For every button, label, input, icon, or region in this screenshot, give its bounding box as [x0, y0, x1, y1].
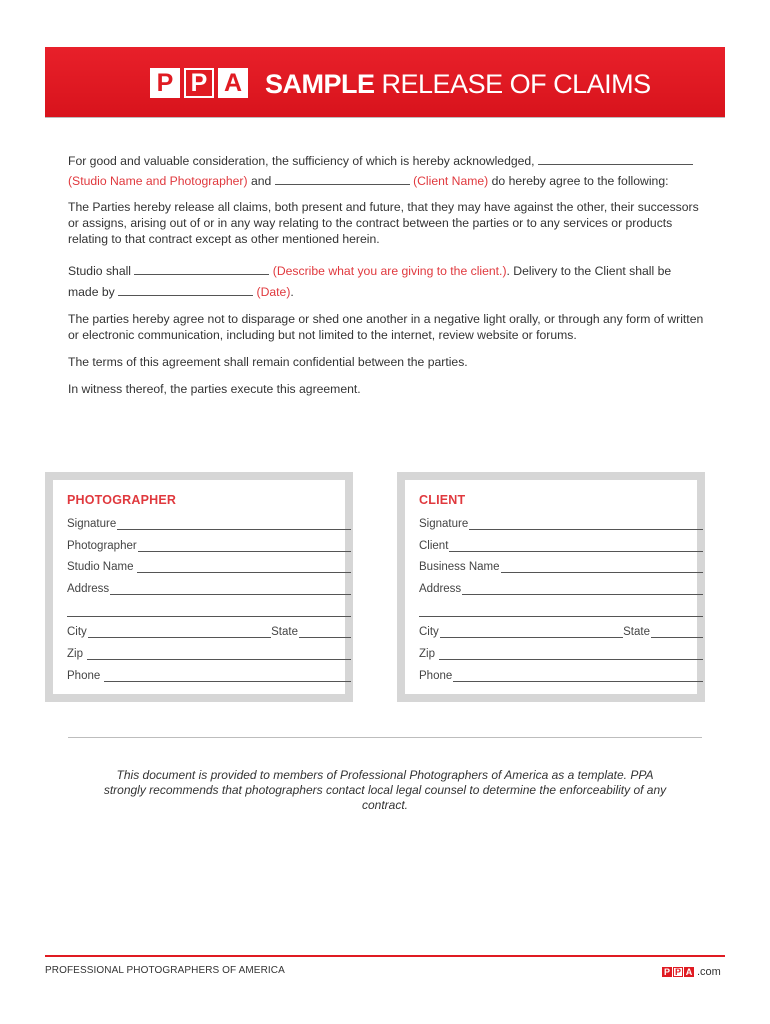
label-signature: Signature: [419, 518, 469, 530]
photographer-panel: [53, 480, 345, 694]
zip-line[interactable]: [439, 649, 703, 660]
client-line[interactable]: [449, 541, 703, 552]
footer-logo-a: A: [685, 967, 693, 977]
label-client: Client: [419, 540, 449, 552]
signature-line[interactable]: [117, 519, 351, 530]
client-name-field[interactable]: [419, 538, 703, 552]
paragraph-consideration: [68, 153, 708, 169]
city-line[interactable]: [440, 627, 623, 638]
client-phone-field[interactable]: [419, 668, 703, 682]
client-section: [397, 472, 705, 702]
section-divider: [68, 737, 702, 738]
client-heading: CLIENT: [419, 493, 466, 507]
photographer-studio-field[interactable]: [67, 559, 351, 573]
address-line[interactable]: [110, 584, 351, 595]
photographer-address-line2[interactable]: [67, 603, 351, 617]
label-zip: Zip: [67, 648, 83, 660]
footer-org-name: PROFESSIONAL PHOTOGRAPHERS OF AMERICA: [45, 965, 285, 976]
zip-line[interactable]: [87, 649, 351, 660]
logo-letter-a: A: [218, 68, 248, 98]
client-zip-field[interactable]: [419, 646, 703, 660]
footer-domain: .com: [697, 966, 721, 978]
phone-line[interactable]: [104, 671, 351, 682]
paragraph-witness: In witness thereof, the parties execute this agreement.: [68, 382, 361, 396]
label-phone: Phone: [419, 670, 453, 682]
blank-client[interactable]: [275, 173, 410, 185]
phone-line[interactable]: [453, 671, 703, 682]
label-address: Address: [67, 583, 110, 595]
title-bold: SAMPLE: [265, 69, 375, 99]
photographer-signature-field[interactable]: [67, 516, 351, 530]
hint-studio-name: (Studio Name and Photographer): [68, 174, 248, 188]
paragraph-parties: [68, 173, 708, 189]
p3-d: .: [290, 285, 294, 299]
page-title: [265, 68, 651, 100]
label-business-name: Business Name: [419, 561, 500, 573]
disclaimer-note: This document is provided to members of Professional Photographers of America as a template. PPA strongly recommends that photographers contact local legal counsel to determine the enforceability of any contract.: [103, 768, 667, 812]
hint-deliverable: (Describe what you are giving to the client.): [272, 264, 507, 278]
footer-logo-p2: P: [674, 967, 681, 977]
client-address-line2[interactable]: [419, 603, 703, 617]
state-line[interactable]: [651, 627, 703, 638]
p3-a: Studio shall: [68, 264, 132, 278]
hint-date: (Date): [256, 285, 291, 299]
paragraph-release: The Parties hereby release all claims, both present and future, that they may have against the other, their successors or assigns, arising out of or in any way relating to the contract between the parties or to any services or products relating to that contract except as other mentioned herein.: [68, 200, 699, 246]
signature-line[interactable]: [469, 519, 703, 530]
label-studio-name: Studio Name: [67, 561, 134, 573]
address-line-2[interactable]: [419, 606, 703, 617]
paragraph-made-by: [68, 284, 708, 300]
label-state: State: [271, 626, 298, 638]
photographer-heading: PHOTOGRAPHER: [67, 493, 177, 507]
photographer-city-state-field[interactable]: [67, 624, 351, 638]
label-zip: Zip: [419, 648, 435, 660]
business-line[interactable]: [501, 562, 703, 573]
logo-letter-p2: P: [184, 68, 214, 98]
title-light: RELEASE OF CLAIMS: [381, 69, 651, 99]
label-photographer: Photographer: [67, 540, 137, 552]
state-line[interactable]: [299, 627, 351, 638]
ppa-logo: [150, 68, 248, 98]
logo-letter-p1: P: [150, 68, 180, 98]
paragraph-confidential: The terms of this agreement shall remain confidential between the parties.: [68, 355, 468, 369]
blank-studio[interactable]: [538, 153, 693, 165]
photographer-line[interactable]: [138, 541, 351, 552]
client-panel: [405, 480, 697, 694]
p3-c: made by: [68, 285, 115, 299]
label-signature: Signature: [67, 518, 117, 530]
p1-text: For good and valuable consideration, the sufficiency of which is hereby acknowledged,: [68, 154, 535, 168]
paragraph-disparage: The parties hereby agree not to disparage or shed one another in a negative light orally, or through any form of written or electronic communication, including but not limited to the internet, review website or forums.: [68, 312, 704, 342]
address-line-2[interactable]: [67, 606, 351, 617]
label-city: City: [419, 626, 439, 638]
photographer-name-field[interactable]: [67, 538, 351, 552]
client-business-field[interactable]: [419, 559, 703, 573]
label-city: City: [67, 626, 87, 638]
header-divider: [45, 117, 725, 118]
blank-deliverable[interactable]: [134, 263, 269, 275]
p1-and: and: [250, 174, 272, 188]
client-address-field[interactable]: [419, 581, 703, 595]
photographer-section: [45, 472, 353, 702]
label-address: Address: [419, 583, 462, 595]
client-signature-field[interactable]: [419, 516, 703, 530]
client-city-state-field[interactable]: [419, 624, 703, 638]
photographer-zip-field[interactable]: [67, 646, 351, 660]
footer-logo-p1: P: [663, 967, 670, 977]
p1-end: do hereby agree to the following:: [491, 174, 669, 188]
paragraph-studio-shall: [68, 263, 708, 279]
address-line[interactable]: [462, 584, 703, 595]
blank-date[interactable]: [118, 284, 253, 296]
p3-b: . Delivery to the Client shall be: [506, 264, 672, 278]
hint-client-name: (Client Name): [413, 174, 489, 188]
label-phone: Phone: [67, 670, 101, 682]
footer-rule: [45, 955, 725, 957]
photographer-phone-field[interactable]: [67, 668, 351, 682]
photographer-address-field[interactable]: [67, 581, 351, 595]
studio-line[interactable]: [137, 562, 351, 573]
footer-ppa-logo[interactable]: [662, 966, 721, 978]
city-line[interactable]: [88, 627, 271, 638]
label-state: State: [623, 626, 650, 638]
